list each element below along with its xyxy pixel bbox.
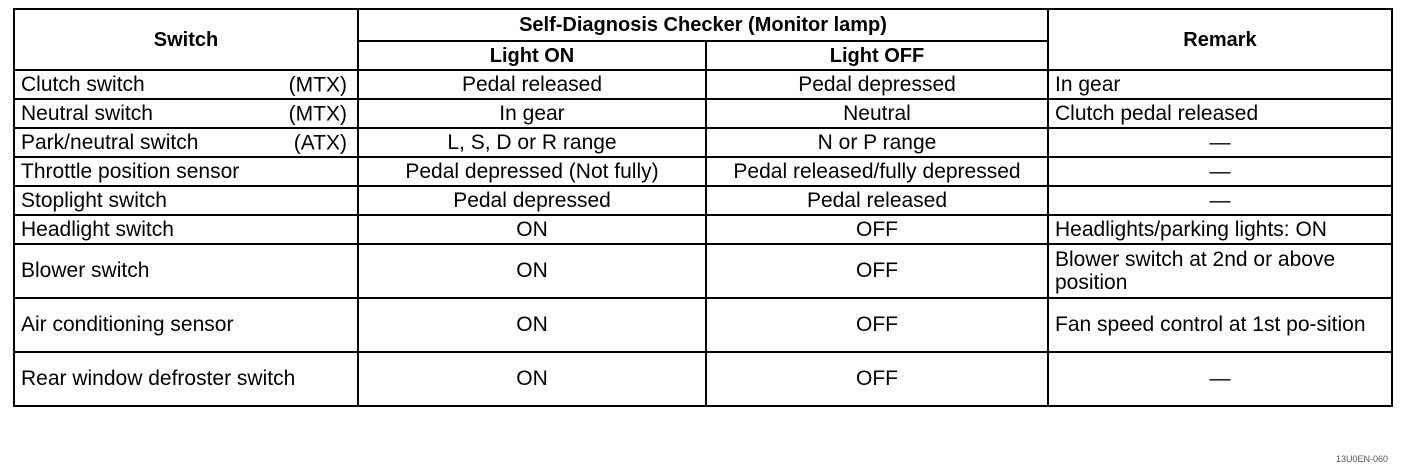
table-row xyxy=(14,128,1392,157)
light-off-cell: Neutral xyxy=(706,99,1048,128)
remark-cell: — xyxy=(1048,157,1392,186)
switch-cell xyxy=(14,157,358,186)
switch-name: Throttle position sensor xyxy=(21,159,240,183)
table-row xyxy=(14,352,1392,406)
self-diagnosis-table xyxy=(13,8,1393,407)
table-row xyxy=(14,157,1392,186)
remark-cell: — xyxy=(1048,186,1392,215)
switch-type: (MTX) xyxy=(288,72,347,96)
light-on-cell: ON xyxy=(358,215,706,244)
header-remark: Remark xyxy=(1048,9,1392,70)
light-off-cell: Pedal released xyxy=(706,186,1048,215)
switch-name: Neutral switch xyxy=(21,101,153,125)
remark-cell: — xyxy=(1048,352,1392,406)
light-on-cell: In gear xyxy=(358,99,706,128)
light-on-cell: ON xyxy=(358,298,706,352)
light-off-cell: OFF xyxy=(706,298,1048,352)
light-off-cell: OFF xyxy=(706,244,1048,298)
switch-type: (ATX) xyxy=(293,130,347,154)
light-on-cell: ON xyxy=(358,352,706,406)
remark-cell: — xyxy=(1048,128,1392,157)
header-switch: Switch xyxy=(14,9,358,70)
remark-cell: Blower switch at 2nd or above position xyxy=(1048,244,1392,298)
switch-cell xyxy=(14,70,358,99)
light-on-cell: ON xyxy=(358,244,706,298)
table-row xyxy=(14,215,1392,244)
switch-cell xyxy=(14,244,358,298)
light-on-cell: L, S, D or R range xyxy=(358,128,706,157)
switch-cell xyxy=(14,186,358,215)
switch-type: (MTX) xyxy=(288,101,347,125)
switch-cell xyxy=(14,128,358,157)
header-checker: Self-Diagnosis Checker (Monitor lamp) xyxy=(358,9,1048,41)
light-on-cell: Pedal depressed (Not fully) xyxy=(358,157,706,186)
switch-cell xyxy=(14,298,358,352)
switch-name: Park/neutral switch xyxy=(21,130,199,154)
table-row xyxy=(14,99,1392,128)
header-light-on: Light ON xyxy=(358,41,706,70)
light-off-cell: OFF xyxy=(706,215,1048,244)
switch-name: Headlight switch xyxy=(21,217,174,241)
remark-cell: Clutch pedal released xyxy=(1048,99,1392,128)
switch-cell xyxy=(14,215,358,244)
table-row xyxy=(14,70,1392,99)
light-off-cell: Pedal depressed xyxy=(706,70,1048,99)
light-on-cell: Pedal depressed xyxy=(358,186,706,215)
switch-name: Stoplight switch xyxy=(21,188,167,212)
switch-cell xyxy=(14,99,358,128)
switch-name: Blower switch xyxy=(21,259,150,283)
table-row xyxy=(14,186,1392,215)
remark-cell: Headlights/parking lights: ON xyxy=(1048,215,1392,244)
switch-name: Rear window defroster switch xyxy=(21,367,296,391)
light-off-cell: N or P range xyxy=(706,128,1048,157)
remark-cell: Fan speed control at 1st po-sition xyxy=(1048,298,1392,352)
switch-name: Air conditioning sensor xyxy=(21,313,234,337)
light-on-cell: Pedal released xyxy=(358,70,706,99)
table-row xyxy=(14,244,1392,298)
header-light-off: Light OFF xyxy=(706,41,1048,70)
switch-cell xyxy=(14,352,358,406)
figure-id: 13U0EN-060 xyxy=(1335,454,1388,464)
table-row xyxy=(14,298,1392,352)
light-off-cell: OFF xyxy=(706,352,1048,406)
remark-cell: In gear xyxy=(1048,70,1392,99)
switch-name: Clutch switch xyxy=(21,72,145,96)
light-off-cell: Pedal released/fully depressed xyxy=(706,157,1048,186)
